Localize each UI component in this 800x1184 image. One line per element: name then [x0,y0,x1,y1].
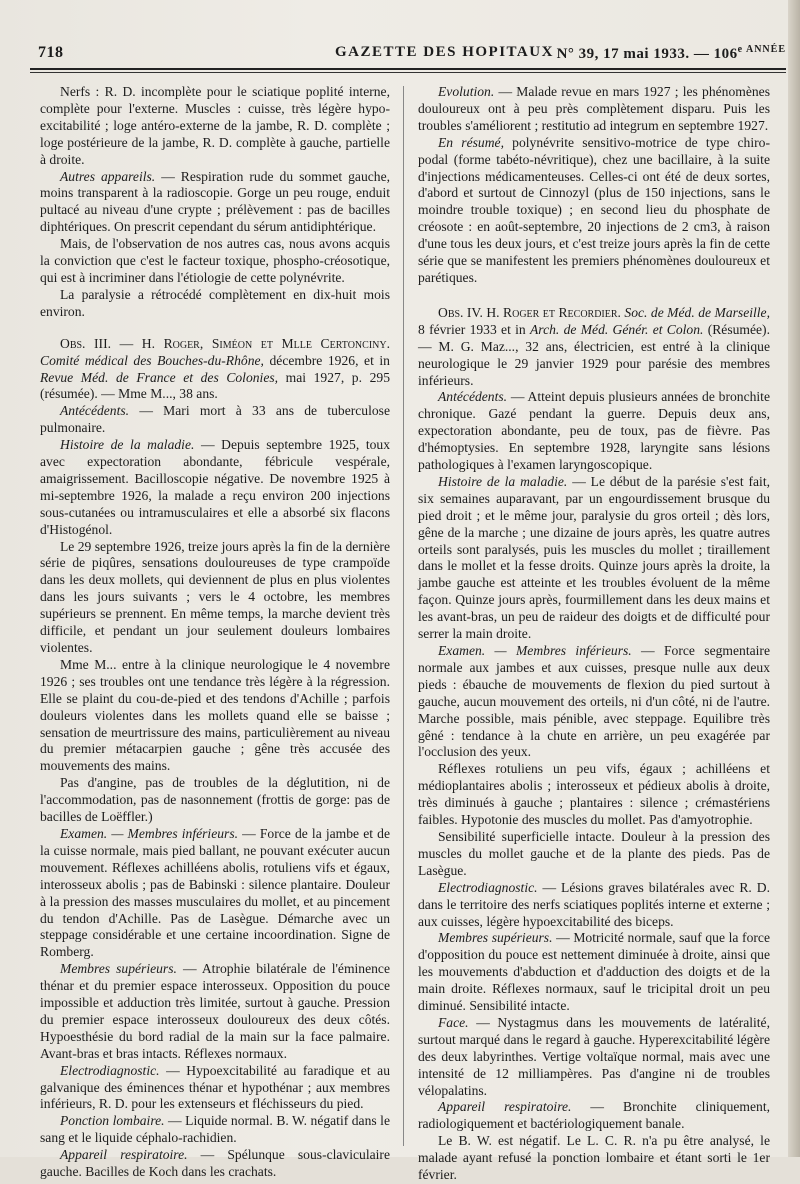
paragraph-text: polynévrite sensitivo-motrice de type chiro-podal (forme tabéto-névritique), chez une bacillaire, à la suite d'injections médicamenteuses. Celles-ci ont été de deux sortes, d'abord et surtout de Cinnozyl (plus de 150 injections, sans le moindre trouble toxique) ; en second lieu du phosphate de créosote : en août-septembre, 20 injections de 2 cm3, à raison d'une tous les deux jours, et c'est treize jours après la fin de cette série que se manifestent les premiers phénomènes douloureux et parétiques. [418,134,770,285]
section-heading: Antécédents. [60,403,130,419]
right-column [418,84,770,1184]
section-heading: Appareil respiratoire. [438,1099,572,1115]
paragraph-text: Le 29 septembre 1926, treize jours après la fin de la dernière série de piqûres, sensations douloureuses de type crampoïde dans les deux mollets, qui deviennent de plus en plus violentes dans les jours suivants ; vers le 4 octobre, les membres supérieurs se prennent. En même temps, la marche devient très difficile, et pendant un jour seulement douleurs lombaires violentes. [40,538,390,655]
paragraph [40,1063,390,1114]
issue-text: N° 39, 17 mai 1933. — 106 [556,46,738,62]
page-header [30,40,786,66]
section-heading: En résumé, [438,134,504,150]
section-heading: Membres supérieurs. [60,961,177,977]
paragraph-text: Nerfs : R. D. incomplète pour le sciatique poplité interne, complète pour l'externe. Muscles : cuisse, très légère hypo-excitabilité ; loge antéro-externe de la jambe, R. D. complète ; loge postérieure de la jambe, R. D. complète à gauche, partielle à droite. [40,84,390,167]
paragraph-text: La paralysie a rétrocédé complètement en dix-huit mois environ. [40,286,390,319]
paragraph [40,437,390,538]
paragraph [418,880,770,931]
header-rule [30,68,786,70]
paragraph-text: — Force de la jambe et de la cuisse normale, mais pied ballant, ne pouvant exécuter aucun mouvement. Réflexes achilléens abolis, rotuliens vifs et égaux, interosseux abolis ; pas de Babinski : silence plantaire. Douleur à la pression des masses musculaires du mollet, et au pincement du tendon d'Achille. Pas de Lasègue. Démarche avec un steppage considérable et une certaine incoordination. Signe de Romberg. [40,825,390,960]
section-heading: Electrodiagnostic. [60,1062,160,1078]
observation-authors: Obs. III. — H. Roger, Siméon et Mlle Certonciny. [60,335,390,351]
paragraph [40,84,390,169]
citation-source: Arch. de Méd. Génér. et Colon. [530,321,704,337]
paragraph [40,961,390,1062]
paragraph-text: (Résumée). — M. G. Maz..., 32 ans, électricien, est entré à la clinique neurologique le 29 janvier 1929 pour parésie des membres inférieurs. [418,321,770,388]
column-separator [403,86,404,1146]
paragraph-text: — Le début de la parésie s'est fait, six semaines auparavant, par un engourdissement brusque du pied droit ; et le même jour, paralysie du gros orteil ; dès lors, gêne de la marche ; une dizaine de jours après, les quatre autres orteils sont paralysés, puis les muscles du mollet ; tiraillement dans le mollet et la fesse droits. Quinze jours après la droite, la jambe gauche est atteinte et les troubles évoluent de la même façon. Quinze jours après, fourmillement dans les deux mains et les avant-bras, un peu de raideur des doigts et de difficulté pour serrer la main droite. [418,473,770,642]
paragraph-text: — Liquide normal. B. W. négatif dans le sang et le liquide céphalo-rachidien. [40,1113,390,1146]
section-heading: Face. [438,1014,469,1030]
paragraph-text: — Atteint depuis plusieurs années de bronchite chronique. Gazé pendant la guerre. Depuis deux ans, expectoration abondante, peu de toux, pas de fièvre. Pas d'hémoptysies. En septembre 1928, laryngite sans lésions pathologiques à l'examen laryngoscopique. [418,389,770,473]
paragraph [40,1147,390,1181]
page-number: 718 [38,44,64,61]
citation-text: 8 février 1933 et in [418,321,530,337]
paragraph [40,403,390,437]
paragraph [418,84,770,135]
paragraph-text: Pas d'angine, pas de troubles de la déglutition, ni de l'accommodation, pas de nasonnement (frottis de gorge: pas de bacilles de Loëffler.) [40,775,390,825]
section-heading: Examen. — Membres inférieurs. [438,643,632,658]
paragraph-text: — Respiration rude du sommet gauche, moins transparent à la radioscopie. Gorge un peu rouge, enduit pultacé au niveau d'une crypte ; prélèvement : pas de bacilles diphtériques. On prescrit cependant du sérum antidiphtérique. [40,168,390,235]
paragraph [40,775,390,826]
paragraph-text: — Hypoexcitabilité au faradique et au galvanique des éminences thénar et hypothénar ; aux membres inférieurs, R. D. pour les extenseurs et fléchisseurs du pied. [40,1062,390,1112]
section-heading: Antécédents. [438,389,508,405]
section-heading: Membres supérieurs. [438,930,553,946]
paragraph-text: — Atrophie bilatérale de l'éminence thénar et du premier espace interosseux. Opposition du pouce impossible et adduction très limitée, surtout à gauche. Pression du premier espace interosseux douloureux des deux côtés. Hypoesthésie du bord radial de la main sur la face palmaire. Avant-bras et bras intacts. Réflexes normaux. [40,961,390,1061]
section-heading: Electrodiagnostic. [438,879,538,895]
paragraph-text: — Spélunque sous-claviculaire gauche. Bacilles de Koch dans les crachats. [40,1147,390,1180]
journal-title: GAZETTE DES HOPITAUX [335,44,554,60]
paragraph-text: — Depuis septembre 1925, toux avec expectoration abondante, fébricule vespérale, amaigrissement. Bacilloscopie négative. De novembre 1925 à mi-septembre 1926, la malade a reçu environ 200 injections sous-cutanées ou intramusculaires et elle a absorbé six flacons d'Histogénol. [40,437,390,537]
paragraph-text: Mais, de l'observation de nos autres cas, nous avons acquis la conviction que c'est le facteur toxique, phospho-créosotique, qui est à incriminer dans l'étiologie de cette polynévrite. [40,236,390,285]
paragraph-text: Réflexes rotuliens un peu vifs, égaux ; achilléens et médioplantaires abolis ; interosseux et pédieux abolis à droite, très diminués à gauche ; plantaires : silence ; crémastériens faibles. Hypotonie des muscles du mollet. Pas d'amyotrophie. [418,761,770,828]
paragraph-text: mai 1927, p. 295 (résumée). — Mme M..., 38 ans. [40,369,390,402]
issue-info [557,44,786,63]
paragraph-text: — Malade revue en mars 1927 ; les phénomènes douloureux ont à peu près complètement disparu. Puis les troubles s'améliorent ; restitutio ad integrum en septembre 1927. [418,84,770,133]
paragraph [418,474,770,643]
citation-source: Soc. de Méd. de Marseille, [624,304,770,320]
paragraph [418,389,770,474]
paragraph [418,1133,770,1184]
paragraph-text: — Bronchite cliniquement, radiologiquement et bactériologiquement banale. [418,1099,770,1132]
citation-source: Revue Méd. de France et des Colonies, [40,369,279,385]
paragraph [418,643,770,761]
paragraph-text: — Force segmentaire normale aux jambes et aux cuisses, presque nulle aux deux pieds : ébauche de mouvements de flexion du pied surtout à gauche, aucun mouvement des orteils, ni d'un côté, ni de l'autre. Marche possible, mais pénible, avec steppage. Equilibre très gêné : tendance à la chute en arrière, un peu exagérée par l'occlusion des yeux. [418,643,770,760]
paragraph [40,287,390,321]
section-heading: Examen. — Membres inférieurs. [60,825,239,841]
paragraph [418,1099,770,1133]
observation-heading [40,336,390,404]
paragraph [40,539,390,657]
paragraph [40,826,390,961]
section-heading: Autres appareils. [60,168,156,184]
paragraph [40,236,390,287]
paragraph [418,135,770,287]
paragraph [418,930,770,1015]
citation-source: Comité médical des Bouches-du-Rhône, [40,352,264,368]
paragraph-text: Sensibilité superficielle intacte. Douleur à la pression des muscles du mollet gauche et de la plante des pieds. Pas de Lasègue. [418,828,770,878]
paragraph [418,761,770,829]
paragraph-text: Mme M... entre à la clinique neurologique le 4 novembre 1926 ; ses troubles ont une tendance très légère à la régression. Elle se plaint du cou-de-pied et des tendons d'Achille ; parfois douleurs violentes dans les mollets quand elle se baisse ; sensation de meurtrissure des mains, particulièrement au niveau du premier métacarpien gauche ; gêne très accusée des mouvements des mains. [40,656,390,774]
paragraph-text: — Lésions graves bilatérales avec R. D. dans le territoire des nerfs sciatiques poplités interne et externe ; aux cuisses, légère hypoexcitabilité des biceps. [418,879,770,929]
observation-authors: Obs. IV. H. Roger et Recordier. [438,304,625,320]
section-heading: Histoire de la maladie. [60,437,195,453]
header-rule-thin [30,72,786,73]
paragraph [40,657,390,775]
paragraph-text: — Mari mort à 33 ans de tuberculose pulmonaire. [40,403,390,436]
paragraph [40,1113,390,1147]
citation-text: décembre 1926, et in [263,352,390,368]
section-heading: Ponction lombaire. [60,1113,165,1129]
paragraph [40,169,390,237]
page-edge [788,0,800,1157]
paragraph-text: — Motricité normale, sauf que la force d'opposition du pouce est nettement diminuée à droite, ainsi que les mouvements d'abduction et d'adduction des doigts et de la main droite. Réflexes normaux, sauf le tricipital droit un peu diminué. Sensibilité intacte. [418,930,770,1014]
left-column [40,84,390,1181]
paragraph [418,1015,770,1100]
paragraph [418,829,770,880]
section-heading: Evolution. [438,84,495,99]
section-heading: Histoire de la maladie. [438,473,568,489]
paragraph-text: — Nystagmus dans les mouvements de latéralité, surtout marqué dans le regard à gauche. Hyperexcitabilité légère des deux labyrinthes. Vertige voltaïque normal, mais avec une intensité de 12 milliampères. Pas d'angine ni de troubles vélopalatins. [418,1014,770,1098]
issue-suffix: e ANNÉE [737,44,786,55]
section-heading: Appareil respiratoire. [60,1147,188,1163]
observation-heading [418,305,770,390]
paragraph-text: Le B. W. est négatif. Le L. C. R. n'a pu être analysé, le malade ayant refusé la ponction lombaire et étant sorti le 1er février. [418,1133,770,1183]
